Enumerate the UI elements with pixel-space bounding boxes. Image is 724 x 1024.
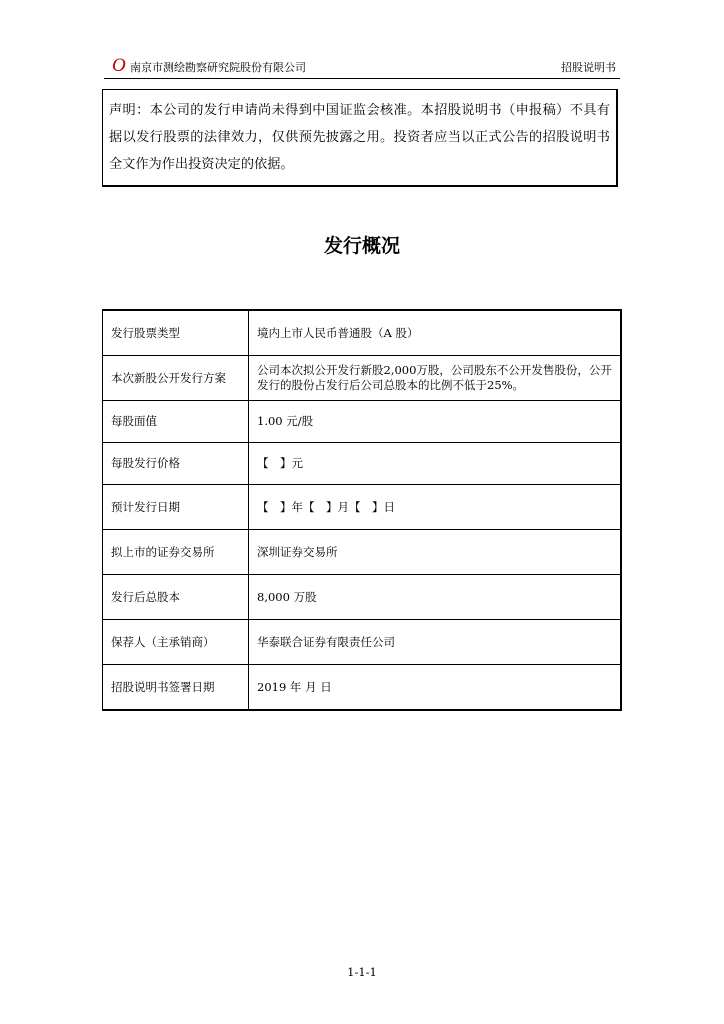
row-value: 深圳证券交易所 — [249, 530, 622, 575]
company-logo-icon: O — [112, 55, 126, 76]
row-value: 1.00 元/股 — [249, 401, 622, 443]
page-title: 发行概况 — [323, 235, 400, 257]
declaration-box: 声明：本公司的发行申请尚未得到中国证监会核准。本招股说明书（申报稿）不具有据以发行股票的法律效力，仅供预先披露之用。投资者应当以正式公告的招股说明书全文作为作出投资决定的依据。 — [102, 89, 618, 187]
table-row — [103, 575, 622, 620]
table-row — [103, 443, 622, 485]
page-header — [104, 55, 620, 79]
table-row — [103, 401, 622, 443]
row-label: 每股发行价格 — [103, 443, 249, 485]
document-type: 招股说明书 — [561, 61, 616, 74]
row-label: 招股说明书签署日期 — [103, 665, 249, 711]
row-value: 【 】年【 】月【 】日 — [249, 485, 622, 530]
row-value: 2019 年 月 日 — [249, 665, 622, 711]
table-row — [103, 356, 622, 401]
table-row — [103, 620, 622, 665]
row-label: 每股面值 — [103, 401, 249, 443]
table-row — [103, 310, 622, 356]
page-number: 1-1-1 — [347, 965, 377, 979]
row-value: 公司本次拟公开发行新股2,000万股，公司股东不公开发售股份，公开发行的股份占发行后公司总股本的比例不低于25%。 — [249, 356, 622, 401]
table-row — [103, 485, 622, 530]
table-row — [103, 665, 622, 711]
row-label: 发行后总股本 — [103, 575, 249, 620]
row-label: 预计发行日期 — [103, 485, 249, 530]
company-name: 南京市测绘勘察研究院股份有限公司 — [130, 61, 306, 74]
offering-overview-table — [102, 309, 622, 711]
row-label: 发行股票类型 — [103, 310, 249, 356]
row-value: 【 】元 — [249, 443, 622, 485]
row-value: 境内上市人民币普通股（A 股） — [249, 310, 622, 356]
row-label: 保荐人（主承销商） — [103, 620, 249, 665]
row-value: 8,000 万股 — [249, 575, 622, 620]
row-label: 本次新股公开发行方案 — [103, 356, 249, 401]
row-label: 拟上市的证券交易所 — [103, 530, 249, 575]
table-row — [103, 530, 622, 575]
row-value: 华泰联合证券有限责任公司 — [249, 620, 622, 665]
